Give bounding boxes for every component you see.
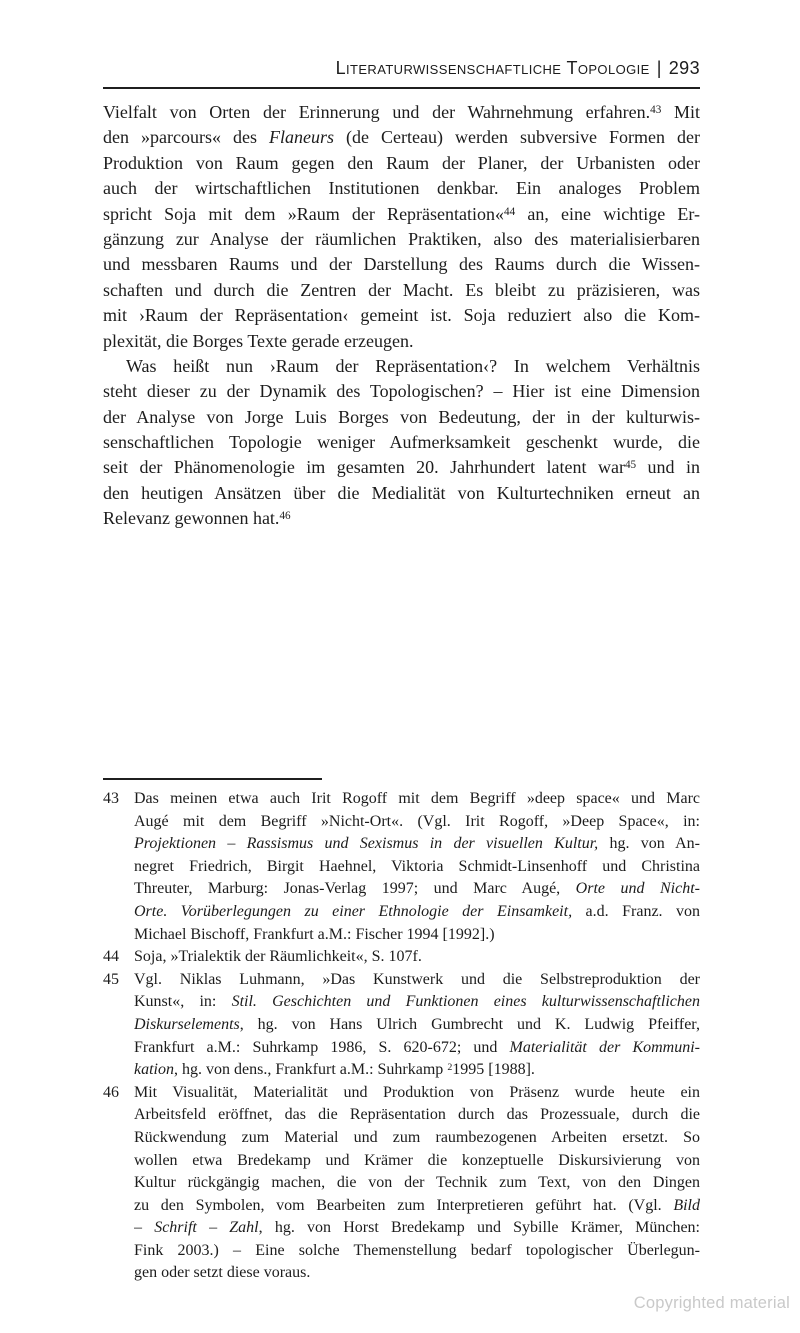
text-segment: Rückwendung zum Material und zum raumbezogenen Arbeiten ersetzt. So <box>134 1128 700 1146</box>
text-segment: Kultur rückgängig machen, die von der Technik zum Text, von den Dingen <box>134 1174 700 1192</box>
text-segment: auch der wirtschaftlichen Institutionen denkbar. Ein analoges Problem <box>103 178 700 199</box>
italic-segment: kation <box>134 1061 174 1079</box>
text-line <box>134 1014 700 1037</box>
text-segment: Was heißt nun ›Raum der Repräsentation‹? In welchem Verhältnis <box>126 355 700 376</box>
text-line <box>103 303 700 328</box>
paragraph <box>103 354 700 532</box>
text-segment: Michael Bischoff, Frankfurt a.M.: Fischer 1994 [1992].) <box>134 925 495 943</box>
text-line <box>134 1195 700 1218</box>
italic-segment: Diskurselements <box>134 1015 240 1033</box>
text-line <box>134 811 700 834</box>
footnote-text <box>134 788 700 946</box>
footnote-marker: 43 <box>650 103 662 116</box>
text-segment: der Analyse von Jorge Luis Borges von Bedeutung, der in der kulturwis- <box>103 406 700 427</box>
footnote-separator-rule <box>103 778 322 780</box>
text-line <box>103 455 700 480</box>
text-segment: Relevanz gewonnen hat. <box>103 508 280 529</box>
footnotes-section <box>103 788 700 1285</box>
text-segment: Vielfalt von Orten der Erinnerung und der Wahrnehmung erfahren. <box>103 102 651 122</box>
text-segment: gen oder setzt diese voraus. <box>134 1264 311 1282</box>
footnote-marker: 45 <box>624 459 637 472</box>
footnote-text <box>134 1082 700 1285</box>
text-line <box>134 1037 700 1060</box>
text-segment: Das meinen etwa auch Irit Rogoff mit dem Begriff »deep space« und Marc <box>134 790 700 807</box>
footnote-text <box>134 946 700 969</box>
italic-segment: Materialität der Kommuni- <box>509 1038 700 1056</box>
text-segment: steht dieser zu der Dynamik des Topologischen? – Hier ist eine Dimension <box>103 381 700 402</box>
text-segment: Fink 2003.) – Eine solche Themenstellung bedarf topologischer Überlegun- <box>134 1241 700 1259</box>
footnote <box>103 946 700 969</box>
footnote <box>103 1082 700 1285</box>
italic-segment: Bild <box>673 1196 700 1214</box>
text-segment: negret Friedrich, Birgit Haehnel, Viktoria Schmidt-Linsenhoff und Christina <box>134 857 700 875</box>
text-line <box>134 1059 700 1082</box>
text-line <box>134 1240 700 1263</box>
footnote-number: 45 <box>103 970 119 988</box>
text-segment: Threuter, Marburg: Jonas-Verlag 1997; und Marc Augé, <box>134 880 576 898</box>
text-segment: (de Certeau) werden subversive Formen der <box>334 127 700 148</box>
text-line <box>134 1150 700 1173</box>
footnote-text <box>134 969 700 1082</box>
text-line <box>103 278 700 303</box>
text-line <box>103 354 700 379</box>
text-segment: und in <box>636 457 700 478</box>
text-segment: und messbaren Raums und der Darstellung des Raums durch die Wissen- <box>103 254 700 275</box>
italic-segment: Flaneurs <box>269 127 335 148</box>
text-segment: an, eine wichtige Er- <box>515 203 700 224</box>
text-line <box>103 481 700 506</box>
text-line <box>103 227 700 252</box>
text-line <box>103 100 700 125</box>
text-segment: Mit Visualität, Materialität und Produktion von Präsenz wurde heute ein <box>134 1083 700 1101</box>
text-segment: Produktion von Raum gegen den Raum der Planer, der Urbanisten oder <box>103 152 700 173</box>
text-line <box>103 151 700 176</box>
italic-segment: Projektionen – Rassismus und Sexismus in der visuellen Kultur, <box>134 835 599 853</box>
text-segment: schaften und durch die Zentren der Macht. Es bleibt zu präzisieren, was <box>103 279 700 300</box>
footnote-marker: 2 <box>447 1061 453 1073</box>
body-text <box>103 100 700 532</box>
copyright-watermark: Copyrighted material <box>633 1294 790 1312</box>
text-segment: Augé mit dem Begriff »Nicht-Ort«. (Vgl. Irit Rogoff, »Deep Space«, in: <box>134 812 700 830</box>
text-line <box>134 1104 700 1127</box>
text-segment: Frankfurt a.M.: Suhrkamp 1986, S. 620-672; und <box>134 1038 510 1056</box>
text-line <box>134 1127 700 1150</box>
text-segment: , hg. von Hans Ulrich Gumbrecht und K. Ludwig Pfeiffer, <box>239 1015 700 1033</box>
text-segment: zu den Symbolen, vom Bearbeiten zum Interpretieren geführt hat. (Vgl. <box>134 1196 674 1214</box>
text-segment: , hg. von Horst Bredekamp und Sybille Krämer, München: <box>258 1219 700 1237</box>
text-segment: Arbeitsfeld eröffnet, das die Repräsentation durch das Prozessuale, durch die <box>134 1106 700 1124</box>
text-segment: Vgl. Niklas Luhmann, »Das Kunstwerk und die Selbstreproduktion der <box>134 970 700 988</box>
text-segment: spricht Soja mit dem »Raum der Repräsentation« <box>103 203 505 224</box>
header-rule <box>103 87 700 89</box>
footnote-marker: 44 <box>504 205 516 218</box>
header-title: Literaturwissenschaftliche Topologie <box>335 58 650 78</box>
text-line <box>103 430 700 455</box>
footnote-number: 43 <box>103 790 119 807</box>
text-segment: , hg. von dens., Frankfurt a.M.: Suhrkamp <box>174 1061 448 1079</box>
text-line <box>134 901 700 924</box>
paragraph <box>103 100 700 354</box>
text-segment: mit ›Raum der Repräsentation‹ gemeint ist. Soja reduziert also die Kom- <box>103 305 700 326</box>
text-line <box>103 125 700 150</box>
italic-segment: Orte und Nicht- <box>575 880 700 898</box>
text-line <box>134 1262 700 1285</box>
text-line <box>103 405 700 430</box>
text-segment: plexität, die Borges Texte gerade erzeugen. <box>103 330 414 351</box>
header-page-number: 293 <box>668 58 700 78</box>
text-line <box>103 329 700 354</box>
text-segment: wollen etwa Bredekamp und Krämer die konzeptuelle Diskursivierung von <box>134 1151 700 1169</box>
text-line <box>134 924 700 947</box>
text-segment: 1995 [1988]. <box>452 1061 535 1079</box>
text-segment: den heutigen Ansätzen über die Medialität von Kulturtechniken erneut an <box>103 482 700 503</box>
text-line <box>134 1217 700 1240</box>
text-line <box>134 969 700 992</box>
footnote-number: 44 <box>103 948 119 966</box>
italic-segment: Orte. Vorüberlegungen zu einer Ethnologie der Einsamkeit, <box>134 902 573 920</box>
text-segment: a.d. Franz. von <box>572 902 700 920</box>
text-line <box>134 878 700 901</box>
text-segment: Mit <box>661 102 700 122</box>
text-line <box>103 252 700 277</box>
text-line <box>103 379 700 404</box>
text-segment: den »parcours« des <box>103 127 270 148</box>
text-segment: senschaftlichen Topologie weniger Aufmerksamkeit geschenkt wurde, die <box>103 432 700 453</box>
text-line <box>134 1082 700 1105</box>
footnote-marker: 46 <box>279 510 291 523</box>
text-segment: Soja, »Trialektik der Räumlichkeit«, S. 107f. <box>134 948 422 966</box>
text-line <box>134 991 700 1014</box>
text-line <box>134 856 700 879</box>
text-segment: seit der Phänomenologie im gesamten 20. Jahrhundert latent war <box>103 457 625 478</box>
text-line <box>134 946 700 969</box>
footnote <box>103 969 700 1082</box>
text-line <box>134 833 700 856</box>
text-segment: hg. von An- <box>598 835 700 853</box>
text-line <box>134 788 700 811</box>
header-separator: | <box>656 58 662 78</box>
text-line <box>134 1172 700 1195</box>
italic-segment: – Schrift – Zahl <box>134 1219 259 1237</box>
running-header <box>103 58 700 79</box>
footnote-number: 46 <box>103 1083 119 1101</box>
text-segment: Kunst«, in: <box>134 993 232 1011</box>
text-segment: gänzung zur Analyse der räumlichen Praktiken, also des materialisierbaren <box>103 228 700 249</box>
text-line <box>103 202 700 227</box>
italic-segment: Stil. Geschichten und Funktionen eines kulturwissenschaftlichen <box>231 993 700 1011</box>
text-line <box>103 176 700 201</box>
text-line <box>103 506 700 531</box>
footnote <box>103 788 700 946</box>
